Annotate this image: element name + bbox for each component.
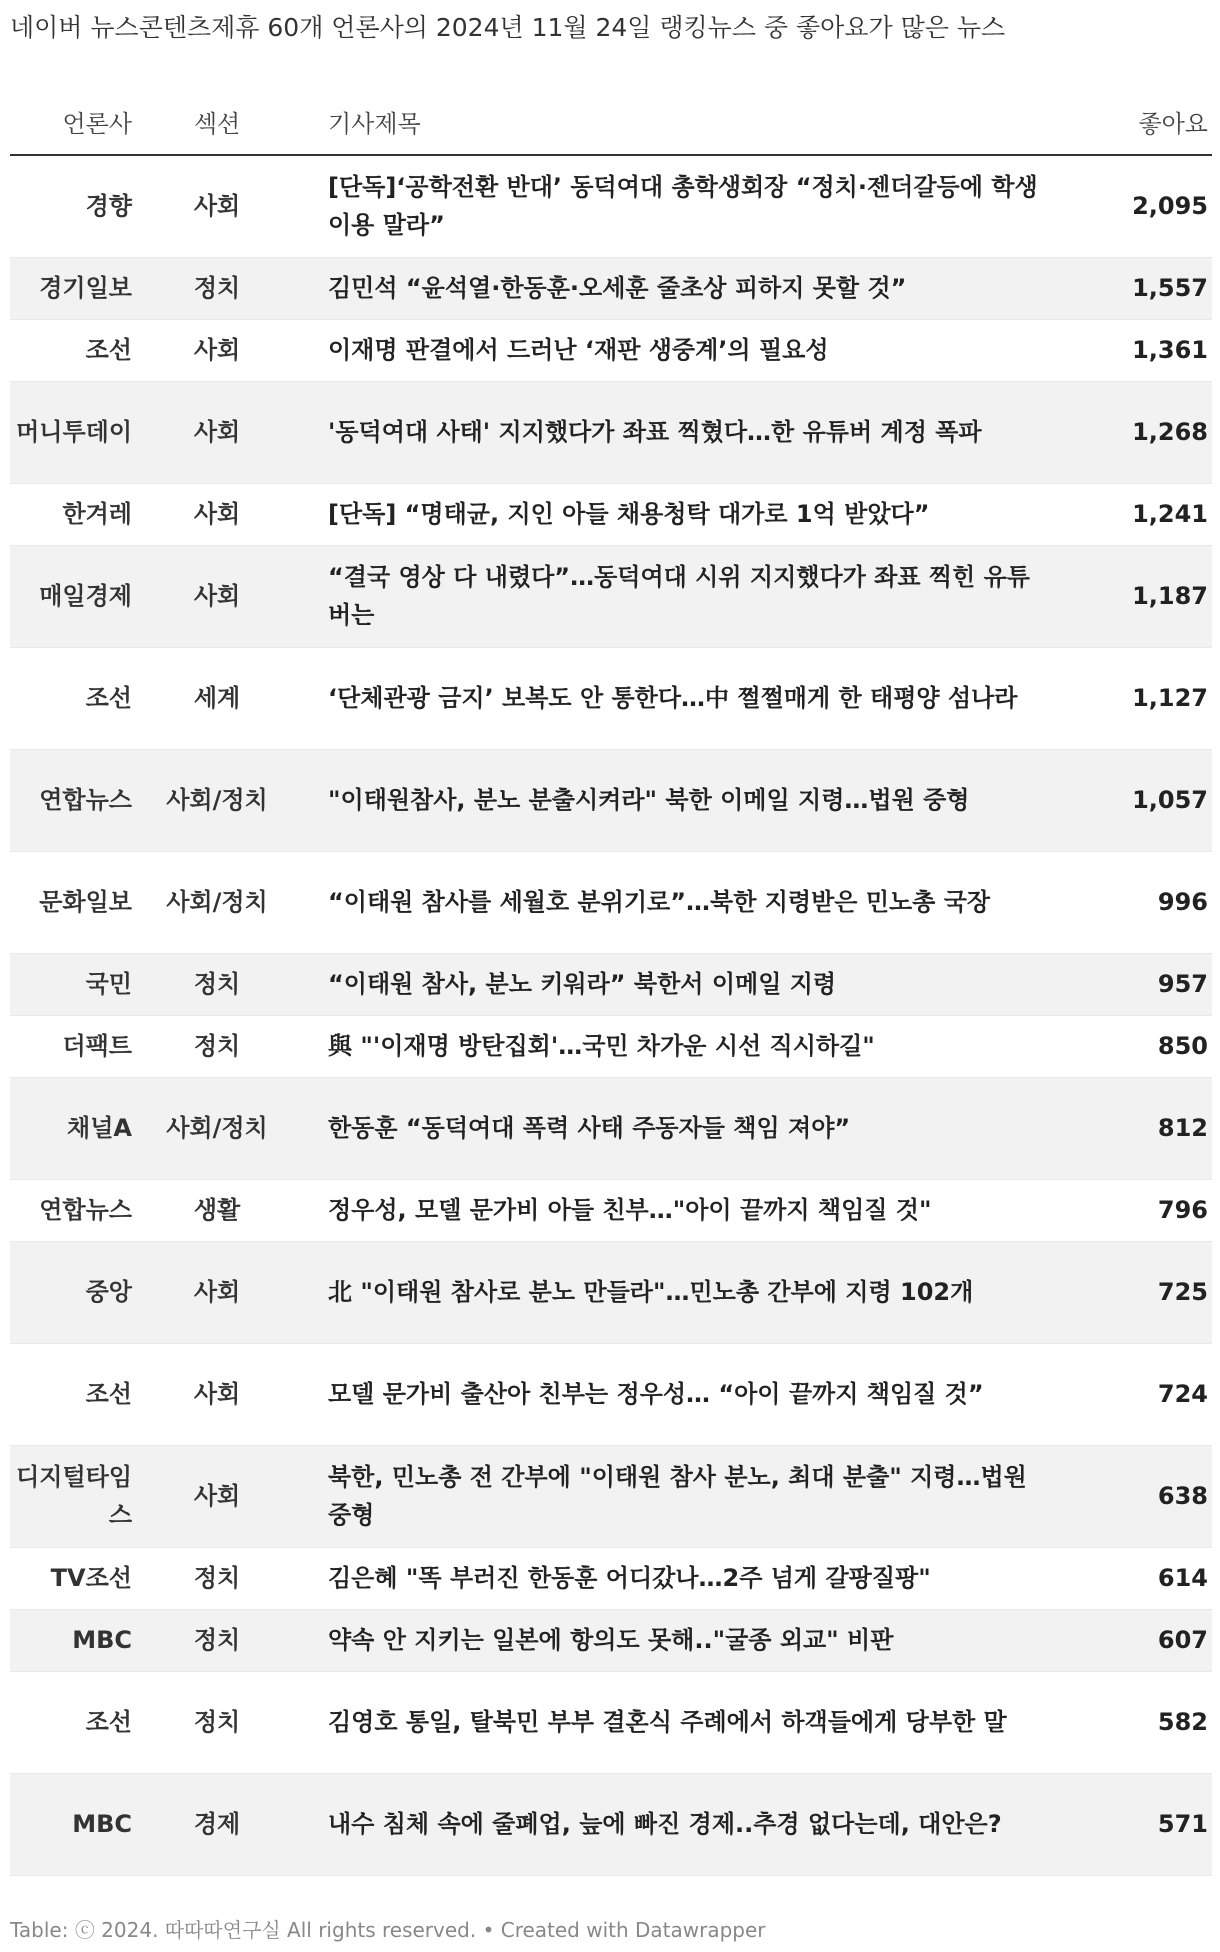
table-row: [10, 1179, 1212, 1241]
section-cell: 사회: [193, 336, 241, 364]
section-cell: 경제: [193, 1810, 241, 1838]
headline-cell: 北 "이태원 참사로 분노 만들라"…민노총 간부에 지령 102개: [328, 1278, 974, 1306]
column-header-outlet: 언론사: [10, 88, 138, 155]
outlet-cell: 더팩트: [62, 1032, 132, 1060]
section-cell: 사회: [193, 500, 241, 528]
likes-cell: 614: [1157, 1564, 1208, 1592]
table-footer: Table: ⓒ 2024. 따따따연구실 All rights reserved. • Created with Datawrapper: [10, 1918, 766, 1942]
section-cell: 사회/정치: [166, 888, 268, 916]
likes-cell: 957: [1157, 970, 1208, 998]
headline-cell: [단독] “명태균, 지인 아들 채용청탁 대가로 1억 받았다”: [328, 500, 930, 528]
table-row: [10, 1609, 1212, 1671]
headline-cell: "이태원참사, 분노 분출시켜라" 북한 이메일 지령…법원 중형: [328, 786, 970, 814]
section-cell: 사회: [193, 1278, 241, 1306]
section-cell: 정치: [193, 1626, 241, 1654]
section-cell: 사회: [193, 192, 241, 221]
outlet-cell: 조선: [85, 336, 132, 364]
headline-cell: “이태원 참사, 분노 키워라” 북한서 이메일 지령: [328, 970, 837, 998]
table-row: [10, 1773, 1212, 1875]
table-row: [10, 1015, 1212, 1077]
table-row: [10, 851, 1212, 953]
column-header-likes: 좋아요: [1042, 88, 1212, 155]
table-row: [10, 647, 1212, 749]
section-cell: 세계: [193, 684, 241, 712]
outlet-cell: 디지털타임스: [16, 1463, 132, 1529]
likes-cell: 1,241: [1132, 500, 1208, 528]
headline-cell: ‘단체관광 금지’ 보복도 안 통한다…中 쩔쩔매게 한 태평양 섬나라: [328, 684, 1018, 712]
likes-cell: 812: [1157, 1114, 1208, 1142]
section-cell: 사회/정치: [166, 786, 268, 814]
headline-cell: “이태원 참사를 세월호 분위기로”…북한 지령받은 민노총 국장: [328, 888, 991, 916]
outlet-cell: 조선: [85, 1708, 132, 1736]
headline-cell: 한동훈 “동덕여대 폭력 사태 주동자들 책임 져야”: [328, 1114, 851, 1142]
section-cell: 사회: [193, 1380, 241, 1408]
section-cell: 정치: [193, 1564, 241, 1592]
outlet-cell: 매일경제: [39, 582, 132, 610]
outlet-cell: 문화일보: [39, 888, 132, 916]
section-cell: 사회: [193, 582, 241, 610]
outlet-cell: 연합뉴스: [39, 1196, 132, 1224]
headline-cell: 내수 침체 속에 줄폐업, 늪에 빠진 경제..추경 없다는데, 대안은?: [328, 1810, 1002, 1838]
table-row: [10, 257, 1212, 319]
headline-cell: 모델 문가비 출산아 친부는 정우성… “아이 끝까지 책임질 것”: [328, 1380, 984, 1408]
likes-cell: 850: [1157, 1032, 1208, 1060]
likes-cell: 1,057: [1132, 786, 1208, 814]
outlet-cell: 중앙: [85, 1278, 132, 1306]
section-cell: 사회: [193, 418, 241, 446]
headline-cell: 약속 안 지키는 일본에 항의도 못해.."굴종 외교" 비판: [328, 1626, 894, 1654]
table-row: [10, 1077, 1212, 1179]
section-cell: 사회/정치: [166, 1114, 268, 1142]
likes-cell: 796: [1157, 1196, 1208, 1224]
section-cell: 정치: [193, 970, 241, 998]
outlet-cell: 국민: [85, 970, 132, 998]
outlet-cell: 조선: [85, 1380, 132, 1408]
headline-cell: 이재명 판결에서 드러난 ‘재판 생중계’의 필요성: [328, 336, 829, 364]
headline-cell: 김은혜 "똑 부러진 한동훈 어디갔나…2주 넘게 갈팡질팡": [328, 1564, 931, 1592]
column-header-headline: 기사제목: [296, 88, 1042, 155]
headline-cell: “결국 영상 다 내렸다”…동덕여대 시위 지지했다가 좌표 찍힌 유튜버는: [328, 563, 1030, 629]
likes-cell: 1,361: [1132, 336, 1208, 364]
news-table: [10, 88, 1212, 1876]
section-cell: 정치: [193, 1708, 241, 1736]
headline-cell: 김영호 통일, 탈북민 부부 결혼식 주례에서 하객들에게 당부한 말: [328, 1708, 1007, 1736]
section-cell: 정치: [193, 1032, 241, 1060]
table-row: [10, 319, 1212, 381]
outlet-cell: 머니투데이: [16, 418, 132, 446]
likes-cell: 1,127: [1132, 684, 1208, 712]
likes-cell: 1,557: [1132, 274, 1208, 302]
headline-cell: 북한, 민노총 전 간부에 "이태원 참사 분노, 최대 분출" 지령…법원 중형: [328, 1463, 1027, 1529]
outlet-cell: MBC: [72, 1810, 132, 1838]
outlet-cell: 경기일보: [39, 274, 132, 302]
headline-cell: [단독]‘공학전환 반대’ 동덕여대 총학생회장 “정치·젠더갈등에 학생 이용 말라”: [328, 173, 1038, 240]
headline-cell: 김민석 “윤석열·한동훈·오세훈 줄초상 피하지 못할 것”: [328, 274, 907, 302]
section-cell: 사회: [193, 1482, 241, 1510]
table-row: [10, 545, 1212, 647]
table-title: 네이버 뉴스콘텐츠제휴 60개 언론사의 2024년 11월 24일 랭킹뉴스 중 좋아요가 많은 뉴스: [10, 13, 1006, 42]
likes-cell: 2,095: [1132, 192, 1208, 221]
likes-cell: 1,187: [1132, 582, 1208, 610]
likes-cell: 571: [1157, 1810, 1208, 1838]
headline-cell: 與 "'이재명 방탄집회'…국민 차가운 시선 직시하길": [328, 1032, 875, 1060]
outlet-cell: 채널A: [67, 1114, 132, 1142]
table-row: [10, 749, 1212, 851]
outlet-cell: TV조선: [50, 1564, 132, 1592]
section-cell: 생활: [193, 1196, 241, 1224]
outlet-cell: 경향: [85, 192, 132, 221]
headline-cell: '동덕여대 사태' 지지했다가 좌표 찍혔다…한 유튜버 계정 폭파: [328, 418, 982, 446]
likes-cell: 607: [1157, 1626, 1208, 1654]
table-header-row: [10, 88, 1212, 155]
headline-cell: 정우성, 모델 문가비 아들 친부…"아이 끝까지 책임질 것": [328, 1196, 932, 1224]
column-header-section: 섹션: [138, 88, 296, 155]
outlet-cell: 조선: [85, 684, 132, 712]
section-cell: 정치: [193, 274, 241, 302]
table-row: [10, 1343, 1212, 1445]
table-row: [10, 1547, 1212, 1609]
table-row: [10, 483, 1212, 545]
table-row: [10, 953, 1212, 1015]
likes-cell: 638: [1157, 1482, 1208, 1510]
likes-cell: 996: [1157, 888, 1208, 916]
table-row: [10, 1445, 1212, 1547]
table-row: [10, 1241, 1212, 1343]
outlet-cell: 연합뉴스: [39, 786, 132, 814]
likes-cell: 582: [1157, 1708, 1208, 1736]
outlet-cell: 한겨레: [62, 500, 132, 528]
table-row: [10, 155, 1212, 257]
likes-cell: 1,268: [1132, 418, 1208, 446]
likes-cell: 725: [1157, 1278, 1208, 1306]
table-row: [10, 1671, 1212, 1773]
outlet-cell: MBC: [72, 1626, 132, 1654]
likes-cell: 724: [1157, 1380, 1208, 1408]
table-row: [10, 381, 1212, 483]
